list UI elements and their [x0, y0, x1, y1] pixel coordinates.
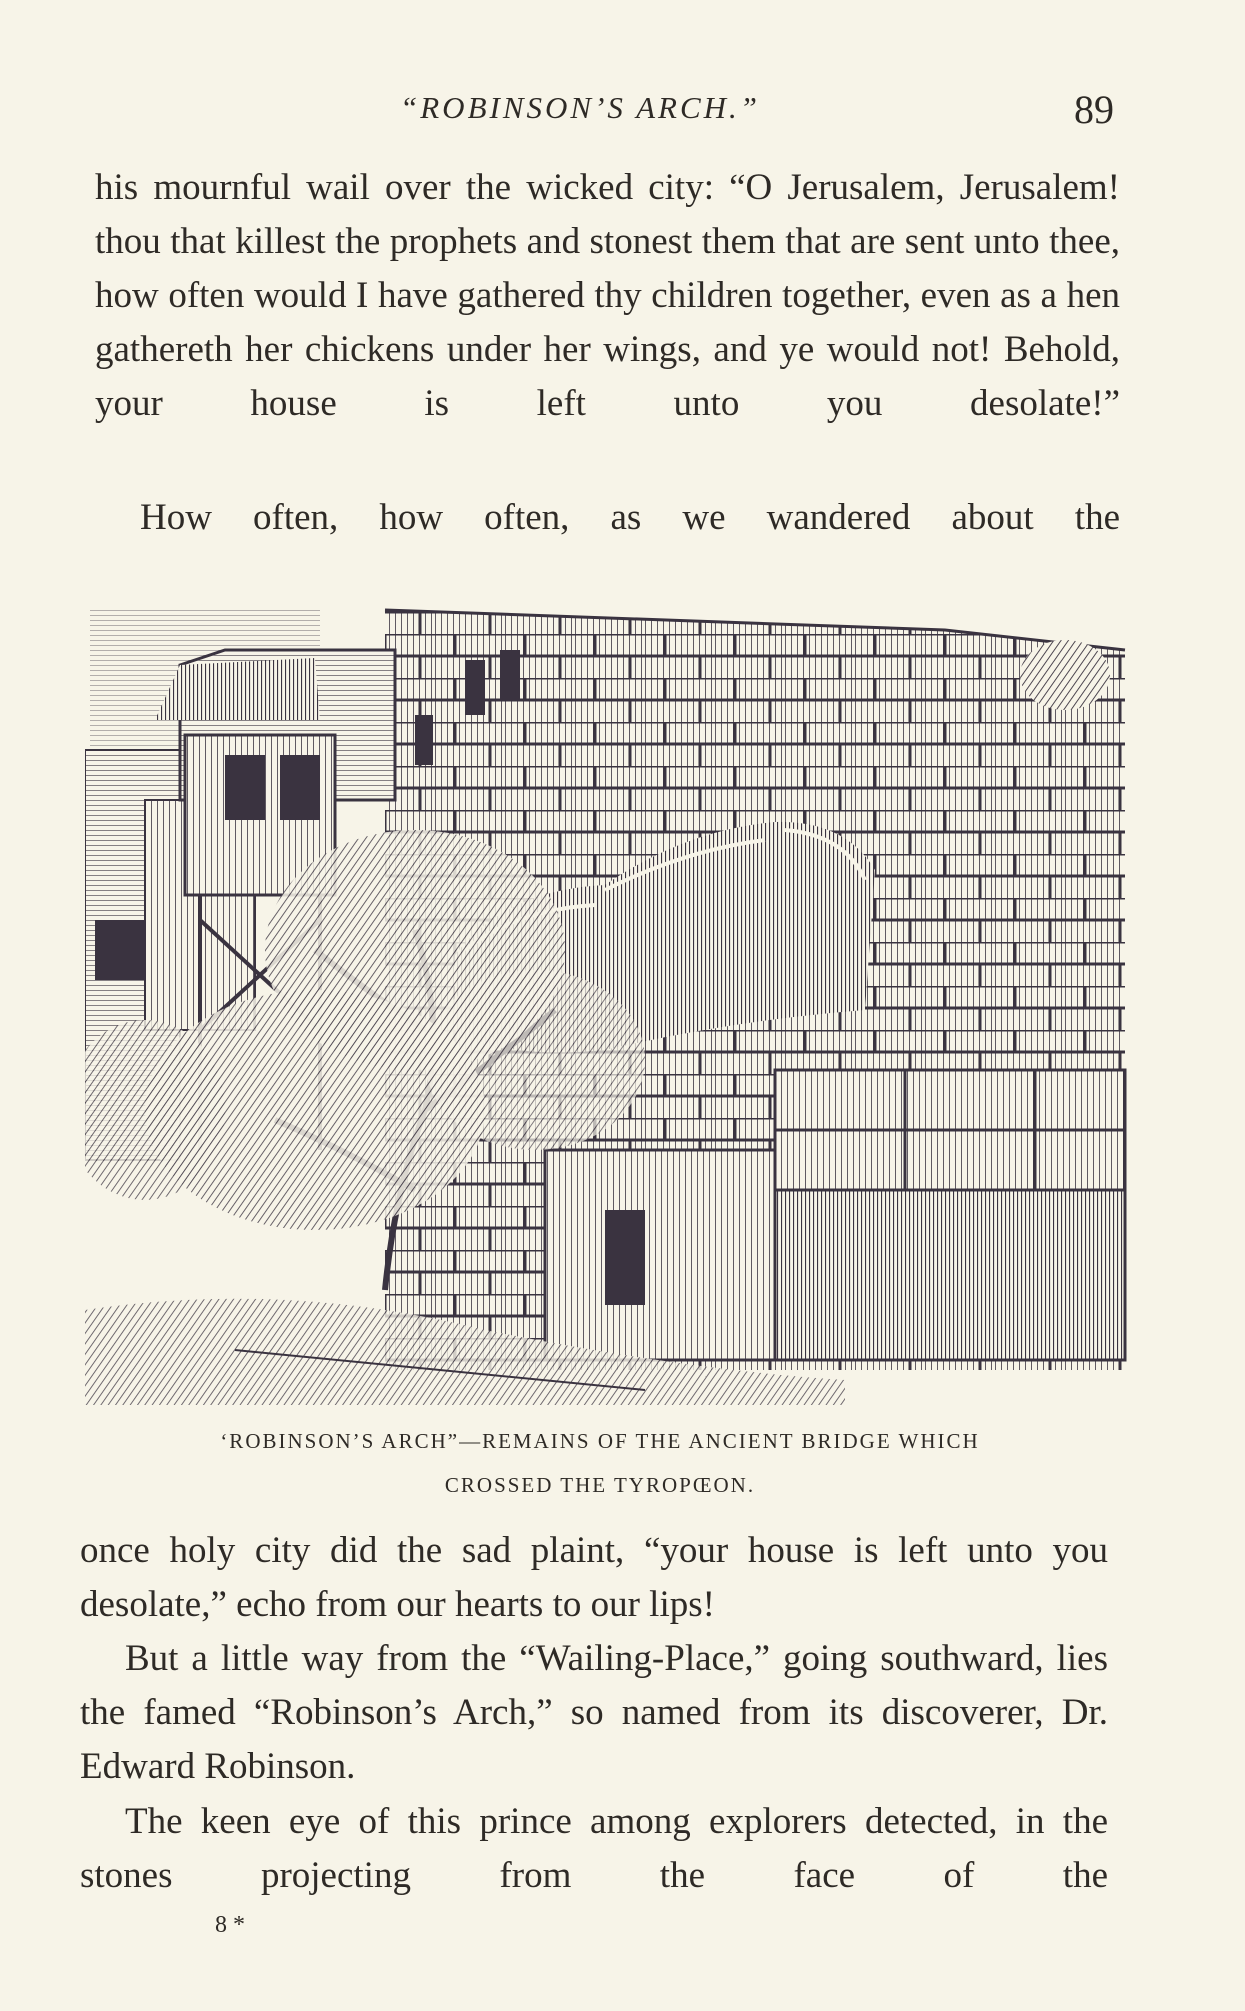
paragraph-3: once holy city did the sad plaint, “your house is left unto you desolate,” echo from our hearts to our lips! — [80, 1530, 1108, 1625]
paragraph-5: The keen eye of this prince among explorers detected, in the stones projecting from the face of the — [80, 1801, 1108, 1896]
page-number: 89 — [1074, 87, 1114, 132]
running-title: “ROBINSON’S ARCH.” — [400, 90, 761, 125]
figure-caption-line-2: CROSSED THE TYROPŒON. — [444, 1473, 756, 1497]
paragraph-2: How often, how often, as we wandered about the — [140, 497, 1120, 538]
printer-signature-mark: 8 * — [215, 1912, 245, 1938]
paragraph-4: But a little way from the “Wailing-Place,” going southward, lies the famed “Robinson’s Arch,” so named from its discoverer, Dr. Edward Robinson. — [80, 1638, 1108, 1787]
engraving-illustration — [85, 590, 1130, 1405]
running-head — [0, 86, 1245, 146]
paragraph-1: his mournful wail over the wicked city: “O Jerusalem, Jerusalem! thou that killest the prophets and stonest them that are sent unto thee, how often would I have gathered thy children together, even as a hen gathereth her chickens under her wings, and ye would not! Behold, your house is left unto you desolate!” — [95, 167, 1120, 424]
figure-caption-line-1: ‘ROBINSON’S ARCH”—REMAINS OF THE ANCIENT BRIDGE WHICH — [220, 1429, 980, 1453]
